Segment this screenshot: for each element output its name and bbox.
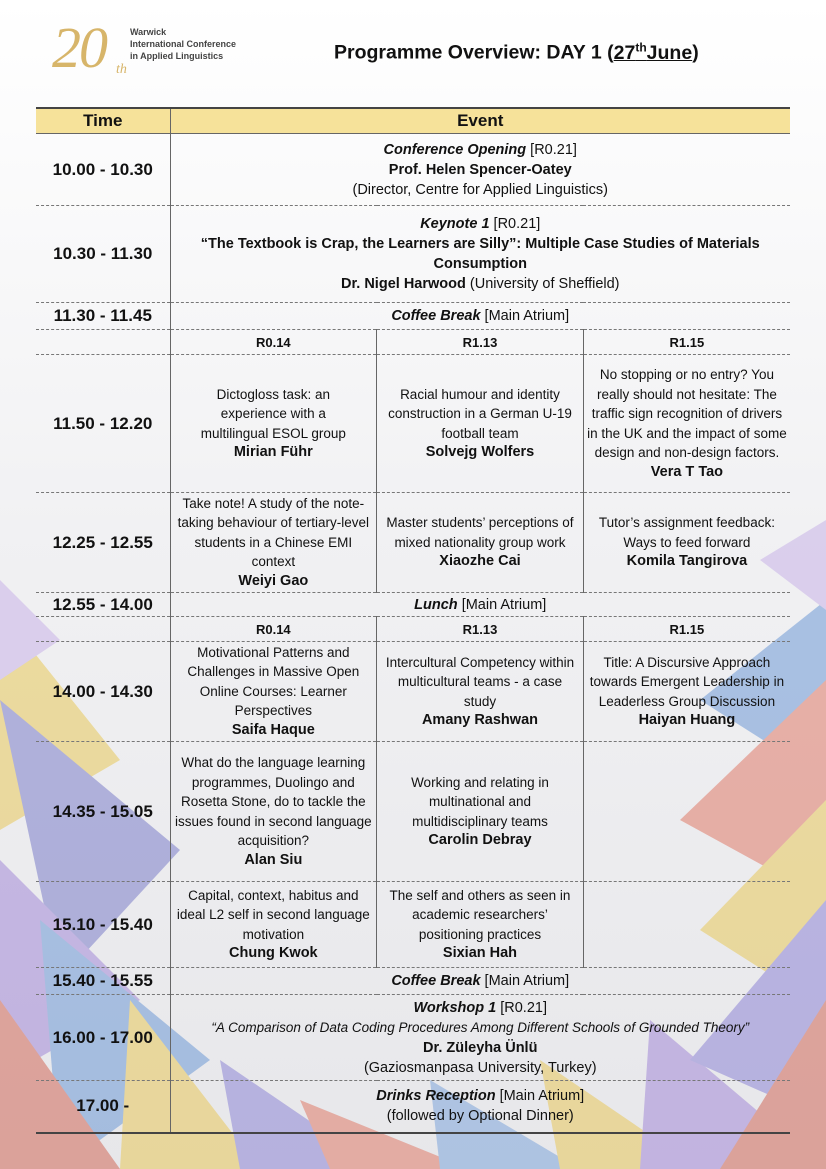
talk-title: The self and others as seen in academic researchers’ positioning practices <box>389 887 571 942</box>
table-row-session-5 <box>36 882 790 968</box>
talk-title: What do the language learning programmes, Duolingo and Rosetta Stone, do to tackle the issues found in second language acquisition? <box>175 755 372 848</box>
event-cell <box>170 303 790 330</box>
talk-cell <box>377 355 584 493</box>
talk-cell <box>377 493 584 593</box>
talk-title: Intercultural Competency within multicultural teams - a case study <box>385 654 575 709</box>
room-header: R0.14 <box>170 330 377 355</box>
talk-cell <box>377 882 584 968</box>
event-room: [R0.21] <box>489 216 541 232</box>
event-title: Lunch <box>414 596 458 613</box>
talk-title: Tutor’s assignment feedback: Ways to feed forward <box>598 515 775 550</box>
event-title: Drinks Reception <box>376 1088 496 1105</box>
page-header <box>0 0 826 105</box>
speaker-name: Vera T Tao <box>650 463 724 480</box>
time-cell-empty <box>36 617 170 642</box>
speaker-name: Solvejg Wolfers <box>425 444 535 460</box>
table-row-keynote <box>36 206 790 303</box>
table-row-coffee-break-1 <box>36 303 790 330</box>
table-row-drinks <box>36 1081 790 1133</box>
event-person: Dr. Nigel Harwood <box>340 276 466 292</box>
speaker-name: Sixian Hah <box>442 945 518 961</box>
time-cell: 11.50 - 12.20 <box>36 355 170 493</box>
title-date-month: June <box>646 41 693 64</box>
time-cell: 14.35 - 15.05 <box>36 742 170 882</box>
title-main: Programme Overview: DAY 1 ( <box>334 41 614 64</box>
event-room: [Main Atrium] <box>495 1088 585 1105</box>
speaker-name: Haiyan Huang <box>638 712 736 728</box>
time-cell: 14.00 - 14.30 <box>36 642 170 742</box>
speaker-name: Amany Rashwan <box>421 712 538 728</box>
table-row-lunch <box>36 593 790 617</box>
event-cell <box>170 968 790 995</box>
event-affiliation: (University of Sheffield) <box>465 276 620 292</box>
talk-title: Master students’ perceptions of mixed nationality group work <box>386 515 574 550</box>
room-header: R1.13 <box>377 617 584 642</box>
room-header: R1.13 <box>377 330 584 355</box>
time-cell: 12.55 - 14.00 <box>36 593 170 617</box>
event-affiliation: (Gaziosmanpasa University, Turkey) <box>363 1059 597 1076</box>
talk-cell <box>377 742 584 882</box>
time-cell-empty <box>36 330 170 355</box>
event-cell <box>170 1081 790 1133</box>
logo-text <box>130 26 236 62</box>
time-cell: 10.00 - 10.30 <box>36 134 170 206</box>
table-row-session-3 <box>36 642 790 742</box>
talk-cell-empty <box>583 742 790 882</box>
room-header: R1.15 <box>583 617 790 642</box>
title-date-suffix: th <box>635 40 647 54</box>
speaker-name: Weiyi Gao <box>238 572 309 589</box>
speaker-name: Saifa Haque <box>231 721 315 738</box>
event-title: Conference Opening <box>383 141 527 158</box>
talk-cell <box>170 642 377 742</box>
event-note: (followed by Optional Dinner) <box>386 1108 574 1125</box>
speaker-name: Mirian Führ <box>233 444 313 460</box>
speaker-name: Chung Kwok <box>229 945 318 961</box>
event-title: Workshop 1 <box>413 999 497 1016</box>
talk-cell <box>583 493 790 593</box>
table-row-workshop <box>36 995 790 1081</box>
time-cell: 15.10 - 15.40 <box>36 882 170 968</box>
table-row-session-2 <box>36 493 790 593</box>
event-cell <box>170 995 790 1081</box>
logo-line-1: Warwick <box>130 27 167 37</box>
logo-number: 20 <box>52 15 106 80</box>
speaker-name: Carolin Debray <box>428 832 532 848</box>
title-date-day: 27 <box>613 41 636 64</box>
talk-title: Title: A Discursive Approach towards Emergent Leadership in Leaderless Group Discussion <box>589 654 785 709</box>
talk-cell <box>583 642 790 742</box>
event-room: [Main Atrium] <box>480 973 570 989</box>
event-room: [R0.21] <box>496 999 547 1016</box>
event-talk-title: “The Textbook is Crap, the Learners are Silly”: Multiple Case Studies of Materials Consumption <box>200 236 760 272</box>
time-cell: 15.40 - 15.55 <box>36 968 170 995</box>
logo-suffix: th <box>116 62 127 77</box>
talk-cell <box>170 742 377 882</box>
talk-title: Working and relating in multinational and multidisciplinary teams <box>411 774 549 829</box>
event-column-header: Event <box>170 108 790 134</box>
talk-cell-empty <box>583 882 790 968</box>
table-row-rooms-1 <box>36 330 790 355</box>
room-header: R1.15 <box>583 330 790 355</box>
talk-title: Racial humour and identity construction in a German U-19 football team <box>388 386 572 441</box>
event-room: [Main Atrium] <box>457 596 547 613</box>
event-cell <box>170 134 790 206</box>
talk-cell <box>377 642 584 742</box>
table-header-row <box>36 108 790 134</box>
event-room: [Main Atrium] <box>480 308 570 324</box>
event-title: Coffee Break <box>391 973 481 989</box>
talk-title: Dictogloss task: an experience with a multilingual ESOL group <box>200 386 346 441</box>
page-title <box>334 40 699 65</box>
event-room: [R0.21] <box>526 141 577 158</box>
event-person: Dr. Züleyha Ünlü <box>423 1039 538 1056</box>
event-person: Prof. Helen Spencer-Oatey <box>388 161 572 178</box>
programme-table <box>36 107 790 1134</box>
logo-line-2: International Conference <box>130 39 237 49</box>
title-close: ) <box>692 41 699 64</box>
room-header: R0.14 <box>170 617 377 642</box>
talk-cell <box>583 355 790 493</box>
title-date <box>614 42 693 64</box>
table-row-session-4 <box>36 742 790 882</box>
time-cell: 17.00 - <box>36 1081 170 1133</box>
time-cell: 16.00 - 17.00 <box>36 995 170 1081</box>
talk-title: No stopping or no entry? You really should not hesitate: The traffic sign recognition of drivers in the UK and the impact of some design and non-design factors. <box>587 367 787 460</box>
event-role: (Director, Centre for Applied Linguistics) <box>352 181 608 198</box>
talk-title: Capital, context, habitus and ideal L2 self in second language motivation <box>176 887 370 942</box>
talk-cell <box>170 882 377 968</box>
event-cell <box>170 593 790 617</box>
talk-cell <box>170 355 377 493</box>
table-row-session-1 <box>36 355 790 493</box>
time-cell: 11.30 - 11.45 <box>36 303 170 330</box>
time-cell: 12.25 - 12.55 <box>36 493 170 593</box>
table-row-coffee-break-2 <box>36 968 790 995</box>
speaker-name: Komila Tangirova <box>626 553 748 570</box>
talk-title: Motivational Patterns and Challenges in Massive Open Online Courses: Learner Perspectives <box>187 644 360 719</box>
talk-title: Take note! A study of the note-taking behaviour of tertiary-level students in a Chinese EMI context <box>177 495 369 570</box>
talk-cell <box>170 493 377 593</box>
time-column-header: Time <box>36 108 170 134</box>
table-row-opening <box>36 134 790 206</box>
conference-logo <box>52 15 242 88</box>
speaker-name: Alan Siu <box>244 851 303 868</box>
logo-line-3: in Applied Linguistics <box>130 51 224 61</box>
event-title: Keynote 1 <box>420 216 490 232</box>
event-title: Coffee Break <box>391 308 481 324</box>
table-row-rooms-2 <box>36 617 790 642</box>
time-cell: 10.30 - 11.30 <box>36 206 170 303</box>
event-talk-title: “A Comparison of Data Coding Procedures Among Different Schools of Grounded Theory” <box>211 1019 750 1035</box>
speaker-name: Xiaozhe Cai <box>439 553 521 570</box>
event-cell <box>170 206 790 303</box>
